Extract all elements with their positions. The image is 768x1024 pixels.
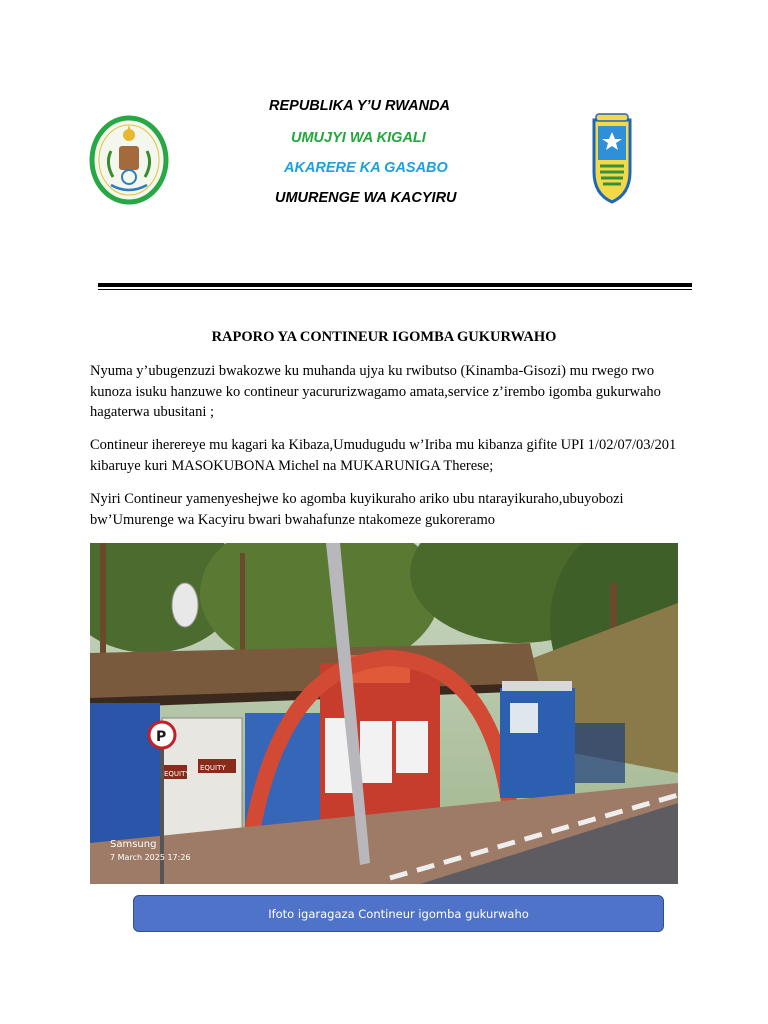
- container-photo: [90, 543, 678, 884]
- photo-parking-sign-text: P: [156, 729, 167, 745]
- header-rule-thick: [98, 283, 692, 287]
- photo-white-panel: [396, 721, 428, 773]
- photo-blue-wall: [90, 703, 160, 843]
- paragraph-1: Nyuma y’ubugenzuzi bwakozwe ku muhanda ujya ku rwibutso (Kinamba-Gisozi) mu rwego rwo kunoza isuku hanzuwe ko contineur yacururizwagamo amata,service z’irembo igomba gukurwaho hagaterwa ubusitani ;: [90, 363, 661, 420]
- photo-caption: Ifoto igaragaza Contineur igomba gukurwaho: [133, 895, 664, 932]
- header-district: AKARERE KA GASABO: [284, 160, 448, 176]
- photo-equity-text: EQUITY: [200, 764, 226, 772]
- photo-trunk: [240, 553, 245, 663]
- photo-watermark-brand: Samsung: [110, 839, 157, 850]
- header-sector: UMURENGE WA KACYIRU: [275, 190, 457, 206]
- paragraph-2: Contineur iherereye mu kagari ka Kibaza,Umudugudu w’Iriba mu kibanza gifite UPI 1/02/07/03/201 kibaruye kuri MASOKUBONA Michel na MUKARUNIGA Therese;: [90, 437, 677, 474]
- photo-right-kiosk-window: [510, 703, 538, 733]
- header-rule-thin: [98, 289, 692, 290]
- gasabo-emblem-logo: [588, 112, 636, 208]
- photo-trunk: [100, 543, 106, 663]
- photo-watermark-date: 7 March 2025 17:26: [110, 853, 191, 862]
- photo-right-fence: [575, 723, 625, 783]
- header-republic: REPUBLIKA Y’U RWANDA: [269, 98, 450, 114]
- photo-right-kiosk-roof: [502, 681, 572, 691]
- photo-white-panel: [360, 721, 392, 783]
- photo-satellite-dish: [172, 583, 198, 627]
- rwanda-seal-logo: [89, 113, 169, 208]
- photo-equity-text: EQUITY: [164, 770, 190, 778]
- report-title: RAPORO YA CONTINEUR IGOMBA GUKURWAHO: [211, 329, 557, 345]
- header-city: UMUJYI WA KIGALI: [291, 130, 426, 146]
- paragraph-3: Nyiri Contineur yamenyeshejwe ko agomba kuyikuraho ariko ubu ntarayikuraho,ubuyobozi bw’Umurenge wa Kacyiru bwari bwahafunze ntakomeze gukoreramo: [90, 491, 624, 528]
